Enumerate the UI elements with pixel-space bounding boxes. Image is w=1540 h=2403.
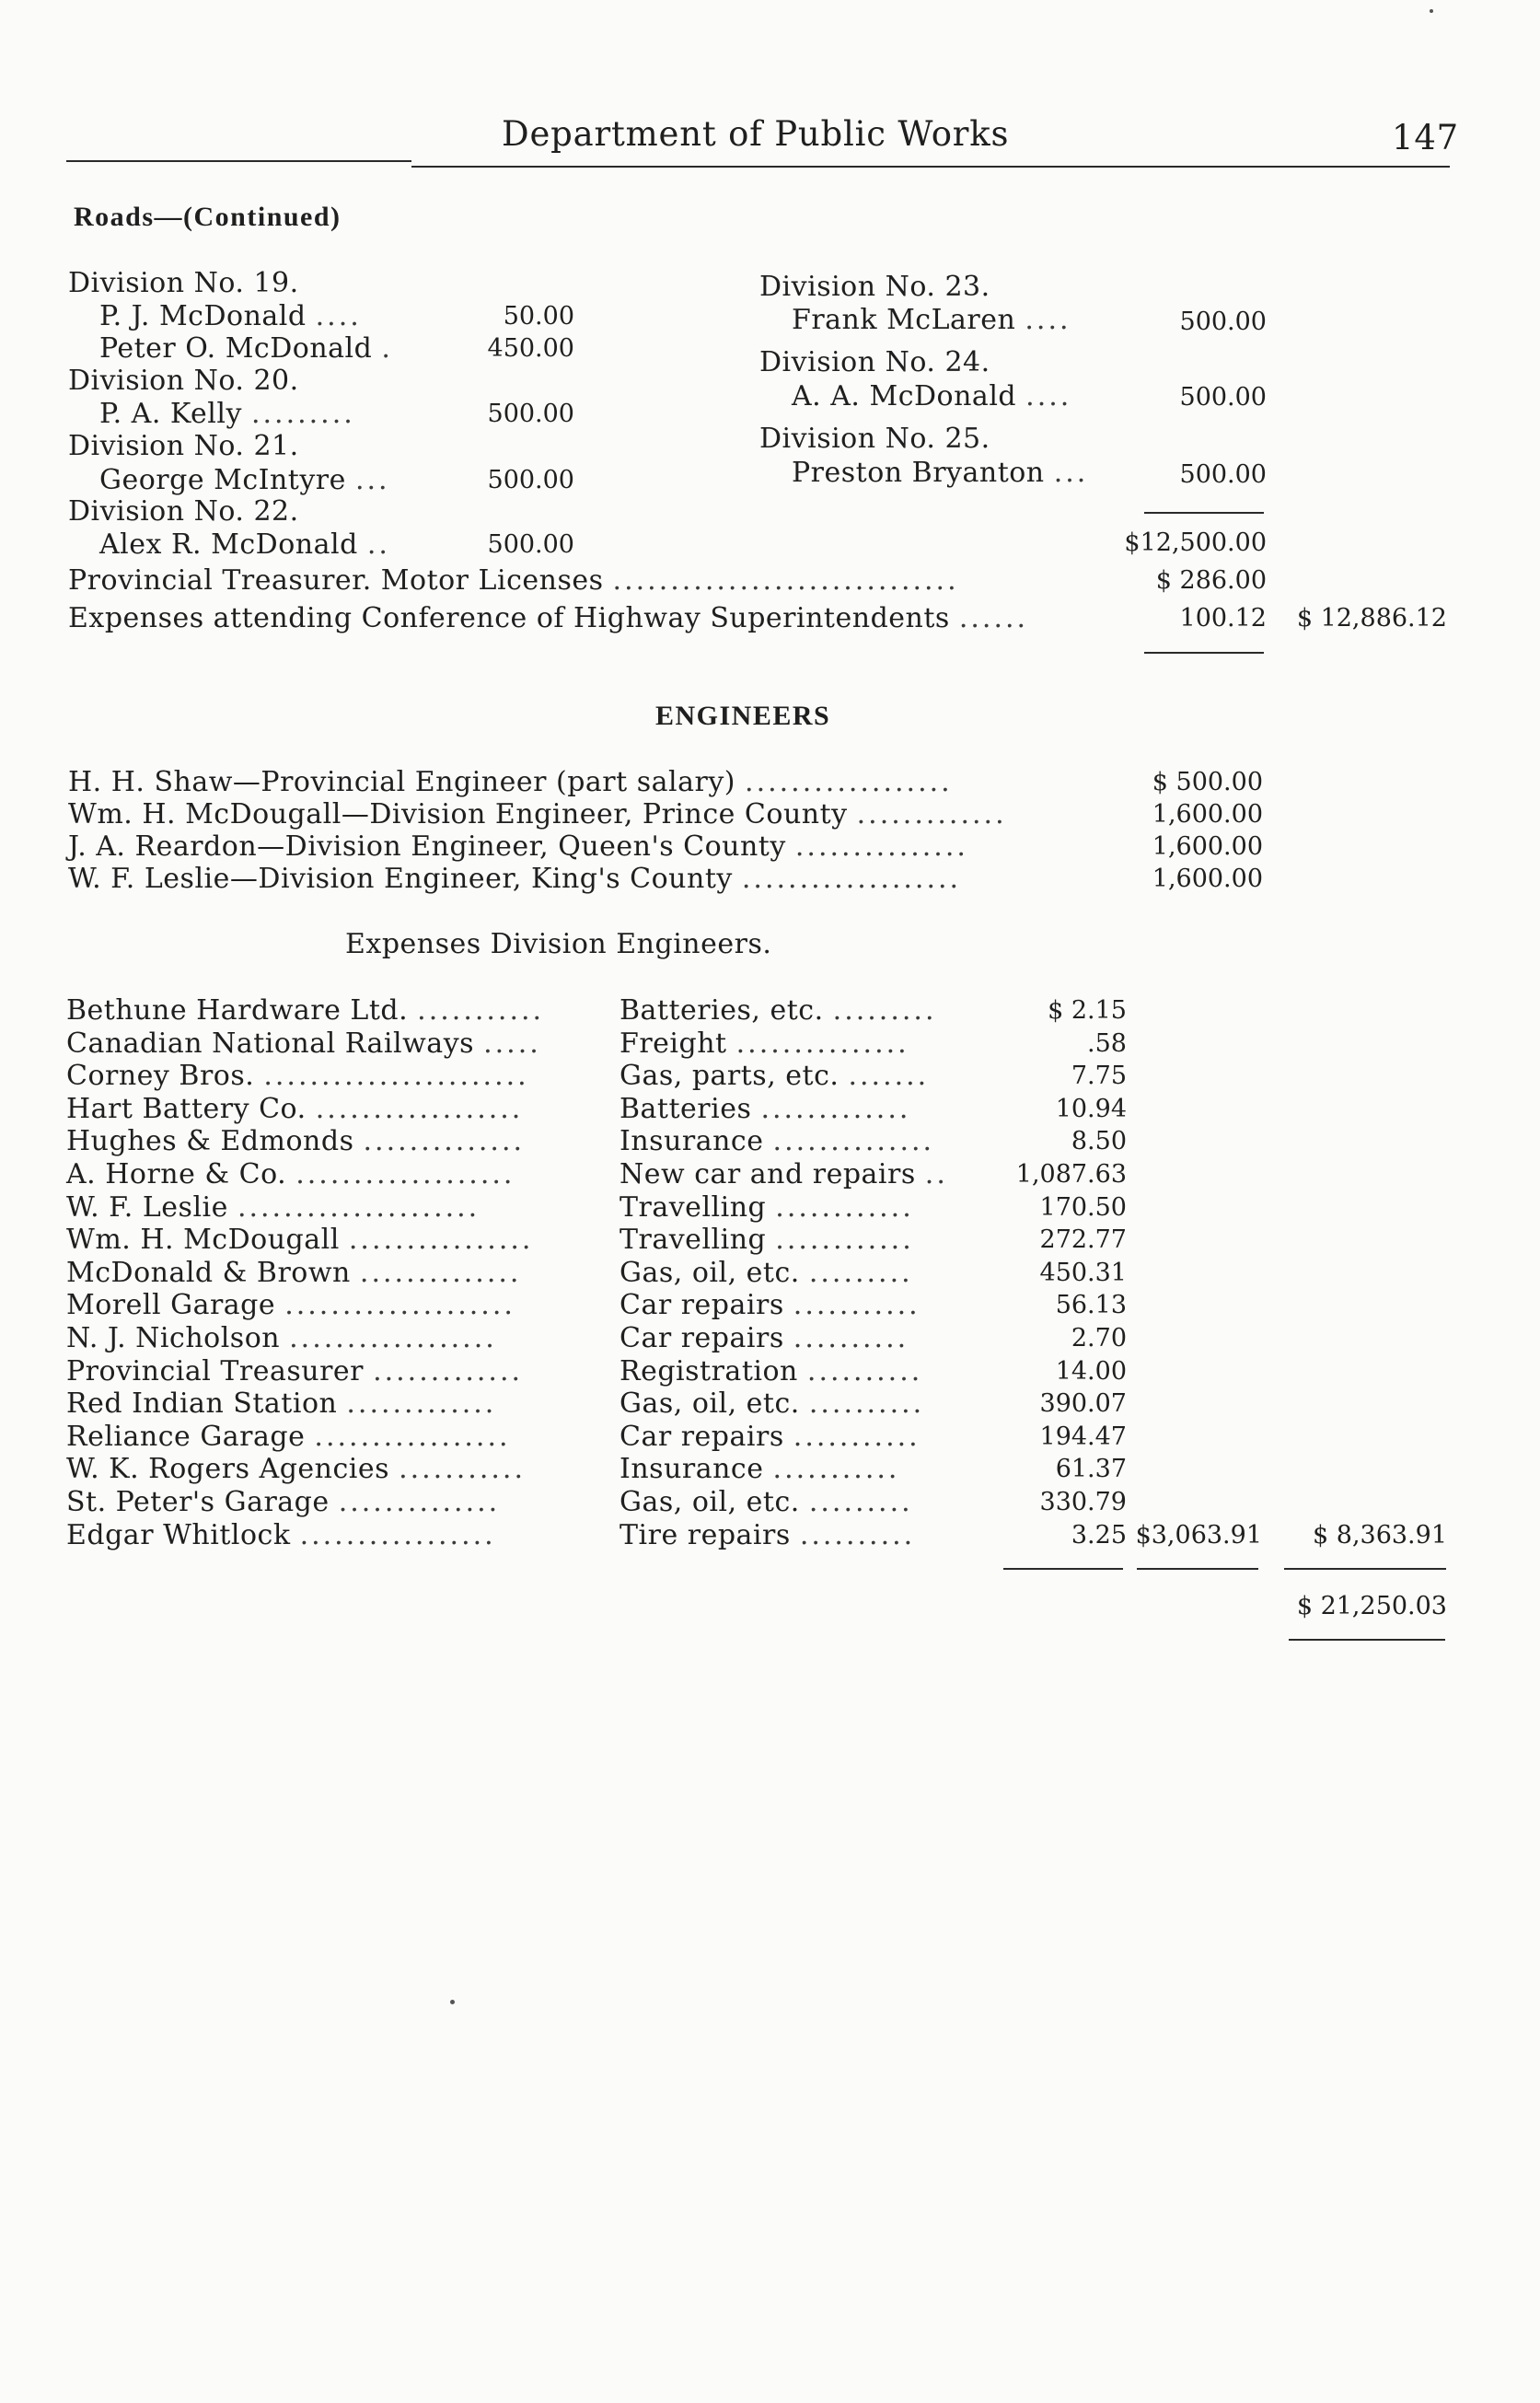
expense-row-amount: 14.00 <box>1055 1357 1127 1386</box>
engineer-row-label: J. A. Reardon—Division Engineer, Queen's County ............... <box>68 830 968 863</box>
division-heading: Division No. 22. <box>68 495 299 528</box>
expense-row-item: Gas, oil, etc. .......... <box>619 1387 925 1420</box>
expense-row-amount: 2.70 <box>1071 1324 1127 1352</box>
grand-total: $ 21,250.03 <box>1296 1592 1447 1620</box>
expense-row-payee: A. Horne & Co. ................... <box>66 1158 515 1190</box>
expense-row-amount: 3.25 <box>1071 1521 1127 1550</box>
expense-row-item: Batteries, etc. ......... <box>619 994 937 1027</box>
expense-row-item: Insurance ........... <box>619 1453 900 1485</box>
expense-row-payee: Hart Battery Co. .................. <box>66 1093 524 1125</box>
motor-licenses-amount: $ 286.00 <box>1155 566 1267 595</box>
expense-row-item: Travelling ............ <box>619 1191 914 1224</box>
road-entry-amount: 50.00 <box>503 302 574 331</box>
road-entry-label: Preston Bryanton ... <box>792 457 1089 489</box>
engineer-row-label: W. F. Leslie—Division Engineer, King's County ................... <box>68 863 962 895</box>
expense-row-item: Batteries ............. <box>619 1093 911 1125</box>
expense-row-item: Tire repairs .......... <box>619 1519 916 1551</box>
road-entry-amount: 500.00 <box>1179 308 1267 336</box>
expense-row-item: Freight ............... <box>619 1027 909 1060</box>
paper-speck <box>450 2000 455 2004</box>
expense-row-payee: W. F. Leslie ..................... <box>66 1191 481 1224</box>
roads-total-rule <box>1144 652 1264 654</box>
expense-row-payee: Wm. H. McDougall ................ <box>66 1224 534 1256</box>
road-entry-label: Alex R. McDonald .. <box>99 528 390 561</box>
divisions-total: $12,500.00 <box>1124 528 1267 557</box>
header-rule-left <box>66 160 411 162</box>
engineer-row-amount: 1,600.00 <box>1152 865 1263 893</box>
expenses-amount-rule <box>1003 1568 1123 1570</box>
expense-row-amount: 330.79 <box>1039 1488 1127 1516</box>
expenses-heading: Expenses Division Engineers. <box>345 928 772 960</box>
page-number: 147 <box>1392 118 1460 157</box>
expenses-total: $ 8,363.91 <box>1313 1521 1447 1550</box>
roads-total: $ 12,886.12 <box>1296 604 1447 633</box>
engineer-row-amount: 1,600.00 <box>1152 832 1263 861</box>
road-entry-amount: 500.00 <box>1179 383 1267 412</box>
expense-row-item: Car repairs .......... <box>619 1322 909 1354</box>
expense-row-payee: Hughes & Edmonds .............. <box>66 1125 526 1157</box>
engineer-row-amount: 1,600.00 <box>1152 800 1263 829</box>
road-entry-amount: 500.00 <box>1179 460 1267 489</box>
expense-row-amount: $ 2.15 <box>1048 996 1127 1025</box>
division-heading: Division No. 20. <box>68 365 299 397</box>
road-entry-amount: 500.00 <box>487 466 574 494</box>
road-entry-label: A. A. McDonald .... <box>792 380 1072 412</box>
expense-row-amount: 390.07 <box>1039 1389 1127 1418</box>
expense-row-item: Car repairs ........... <box>619 1289 921 1321</box>
page-title: Department of Public Works <box>502 114 1010 154</box>
expense-row-amount: 450.31 <box>1039 1259 1127 1287</box>
expense-row-payee: Reliance Garage ................. <box>66 1421 511 1453</box>
division-heading: Division No. 24. <box>759 346 990 378</box>
engineers-heading: ENGINEERS <box>655 701 831 731</box>
expense-row-item: Car repairs ........... <box>619 1421 921 1453</box>
expense-row-payee: Bethune Hardware Ltd. ........... <box>66 994 545 1027</box>
expenses-subtotal: $3,063.91 <box>1135 1521 1262 1550</box>
expense-row-amount: 170.50 <box>1039 1193 1127 1222</box>
header-rule-right <box>411 166 1450 168</box>
expense-row-amount: 56.13 <box>1055 1291 1127 1319</box>
expense-row-item: Gas, oil, etc. ......... <box>619 1486 913 1518</box>
expense-row-item: Gas, oil, etc. ......... <box>619 1257 913 1289</box>
expense-row-item: Insurance .............. <box>619 1125 935 1157</box>
road-entry-amount: 450.00 <box>487 334 574 363</box>
engineer-row-amount: $ 500.00 <box>1152 768 1263 796</box>
expense-row-payee: N. J. Nicholson .................. <box>66 1322 497 1354</box>
road-entry-label: P. J. McDonald .... <box>99 300 362 332</box>
division-heading: Division No. 23. <box>759 271 990 303</box>
expense-row-payee: W. K. Rogers Agencies ........... <box>66 1453 526 1485</box>
expense-row-payee: McDonald & Brown .............. <box>66 1257 522 1289</box>
conference-label: Expenses attending Conference of Highway Superintendents ...... <box>68 602 1029 634</box>
engineer-row-label: H. H. Shaw—Provincial Engineer (part salary) .................. <box>68 766 953 798</box>
motor-licenses-label: Provincial Treasurer. Motor Licenses .............................. <box>68 564 959 597</box>
road-entry-amount: 500.00 <box>487 530 574 559</box>
expense-row-item: Gas, parts, etc. ....... <box>619 1060 930 1092</box>
expense-row-item: Travelling ............ <box>619 1224 914 1256</box>
expense-row-item: Registration .......... <box>619 1355 923 1387</box>
division-heading: Division No. 19. <box>68 267 299 299</box>
expense-row-payee: St. Peter's Garage .............. <box>66 1486 501 1518</box>
expense-row-amount: 8.50 <box>1071 1127 1127 1155</box>
road-entry-amount: 500.00 <box>487 400 574 428</box>
conference-amount: 100.12 <box>1179 604 1267 633</box>
expense-row-payee: Edgar Whitlock ................. <box>66 1519 496 1551</box>
grand-total-rule <box>1289 1639 1445 1641</box>
division-heading: Division No. 21. <box>68 430 299 462</box>
road-entry-label: Peter O. McDonald . <box>99 332 393 365</box>
expense-row-item: New car and repairs .. <box>619 1158 948 1190</box>
expense-row-payee: Red Indian Station ............. <box>66 1387 497 1420</box>
division-heading: Division No. 25. <box>759 423 990 455</box>
roads-heading: Roads—(Continued) <box>74 202 342 232</box>
expense-row-amount: 61.37 <box>1055 1455 1127 1483</box>
divisions-subtotal-rule <box>1144 512 1264 514</box>
expense-row-amount: 1,087.63 <box>1015 1160 1127 1189</box>
expense-row-payee: Canadian National Railways ..... <box>66 1027 541 1060</box>
expense-row-amount: 10.94 <box>1055 1095 1127 1123</box>
expense-row-amount: 194.47 <box>1039 1422 1127 1451</box>
expense-row-amount: .58 <box>1087 1029 1127 1058</box>
expense-row-payee: Corney Bros. ....................... <box>66 1060 529 1092</box>
road-entry-label: Frank McLaren .... <box>792 304 1071 336</box>
expenses-subtotal-rule <box>1137 1568 1258 1570</box>
expense-row-amount: 7.75 <box>1071 1062 1127 1090</box>
expense-row-payee: Morell Garage .................... <box>66 1289 515 1321</box>
expenses-total-rule <box>1284 1568 1446 1570</box>
road-entry-label: George McIntyre ... <box>99 464 390 496</box>
engineer-row-label: Wm. H. McDougall—Division Engineer, Prince County ............. <box>68 798 1007 830</box>
paper-speck <box>1430 9 1433 13</box>
road-entry-label: P. A. Kelly ......... <box>99 398 355 430</box>
expense-row-payee: Provincial Treasurer ............. <box>66 1355 524 1387</box>
expense-row-amount: 272.77 <box>1039 1225 1127 1254</box>
